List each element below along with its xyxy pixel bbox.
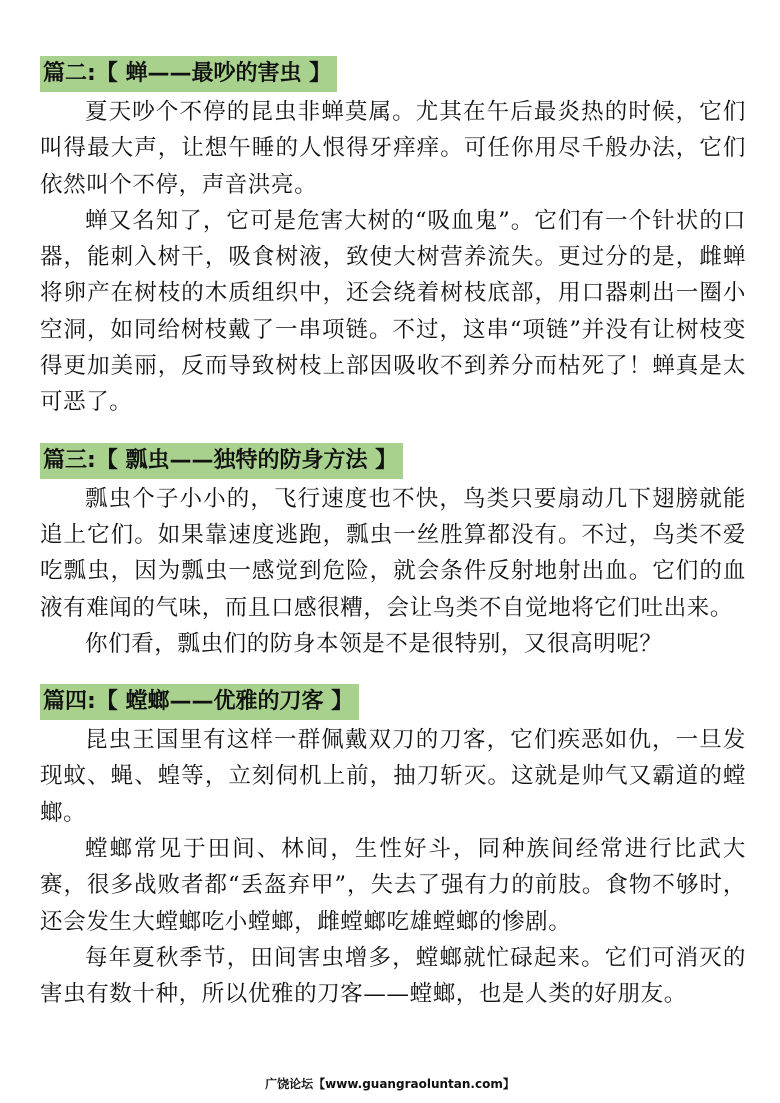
- paragraph: 螳螂常见于田间、林间，生性好斗，同种族间经常进行比武大赛，很多战败者都“丢盔弃甲”，失去了强有力的前肢。食物不够时，还会发生大螳螂吃小螳螂，雌螳螂吃雄螳螂的惨剧。: [40, 836, 746, 935]
- document-page: [40, 48, 746, 1013]
- section-cicada: [40, 48, 746, 421]
- section-ladybug: [40, 435, 746, 662]
- section-heading: 篇四:【 螳螂——优雅的刀客 】: [40, 684, 359, 720]
- section-heading: 篇三:【 瓢虫——独特的防身方法 】: [40, 443, 403, 479]
- paragraph: 蝉又名知了，它可是危害大树的“吸血鬼”。它们有一个针状的口器，能刺入树干，吸食树液，致使大树营养流失。更过分的是，雌蝉将卵产在树枝的木质组织中，还会绕着树枝底部，用口器刺出一圈小空洞，如同给树枝戴了一串项链。不过，这串“项链”并没有让树枝变得更加美丽，反而导致树枝上部因吸收不到养分而枯死了！蝉真是太可恶了。: [40, 207, 746, 416]
- paragraph: 夏天吵个不停的昆虫非蝉莫属。尤其在午后最炎热的时候，它们叫得最大声，让想午睡的人恨得牙痒痒。可任你用尽千般办法，它们依然叫个不停，声音洪亮。: [40, 99, 746, 198]
- paragraph: 昆虫王国里有这样一群佩戴双刀的刀客，它们疾恶如仇，一旦发现蚊、蝇、蝗等，立刻伺机上前，抽刀斩灭。这就是帅气又霸道的螳螂。: [40, 727, 746, 826]
- section-mantis: [40, 676, 746, 1012]
- paragraph: 瓢虫个子小小的，飞行速度也不快，鸟类只要扇动几下翅膀就能追上它们。如果靠速度逃跑，瓢虫一丝胜算都没有。不过，鸟类不爱吃瓢虫，因为瓢虫一感觉到危险，就会条件反射地射出血。它们的血液有难闻的气味，而且口感很糟，会让鸟类不自觉地将它们吐出来。: [40, 485, 746, 621]
- page-footer: 广饶论坛【www.guangraoluntan.com】: [265, 1077, 515, 1091]
- paragraph: 你们看，瓢虫们的防身本领是不是很特别，又很高明呢？: [85, 630, 663, 657]
- section-heading: 篇二:【 蝉——最吵的害虫 】: [40, 56, 337, 92]
- paragraph: 每年夏秋季节，田间害虫增多，螳螂就忙碌起来。它们可消灭的害虫有数十种，所以优雅的刀客——螳螂，也是人类的好朋友。: [40, 944, 746, 1008]
